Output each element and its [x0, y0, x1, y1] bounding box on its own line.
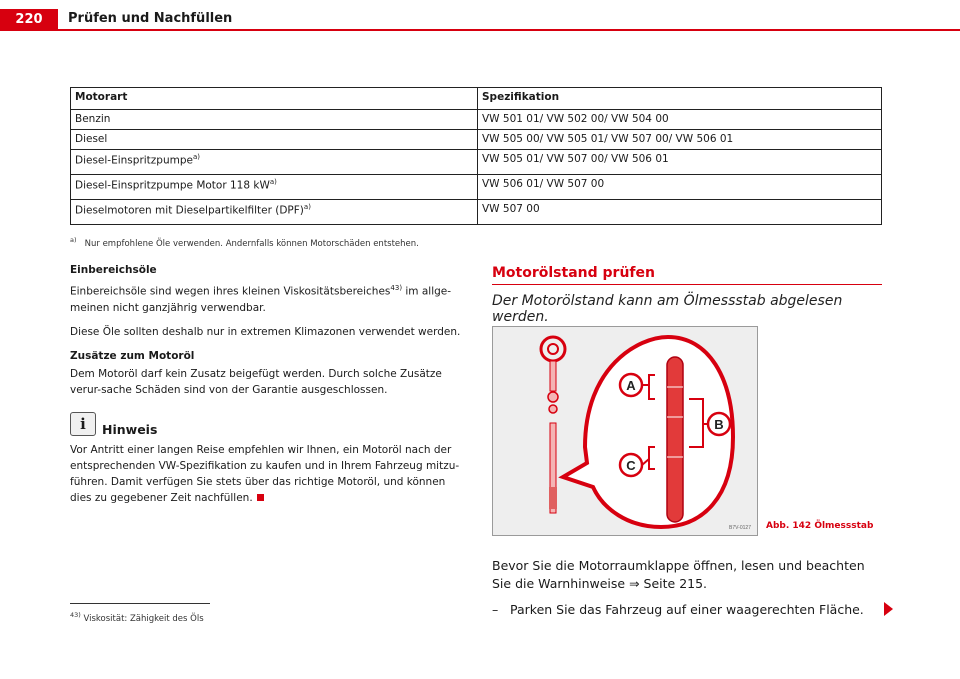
spec-cell: VW 505 01/ VW 507 00/ VW 506 01: [478, 150, 882, 175]
page-number: 220: [0, 9, 58, 30]
label-a: A: [626, 378, 636, 393]
engine-cell: Diesel-Einspritzpumpe Motor 118 $kW^{a)}$: [71, 175, 478, 200]
spec-cell: VW 501 01/ VW 502 00/ VW 504 00: [478, 110, 882, 130]
paragraph: Diese Öle sollten deshalb nur in extremen Klimazonen verwendet werden.: [70, 325, 461, 338]
section-subtitle: Der Motorölstand kann am Ölmessstab abgelesen werden.: [492, 293, 843, 325]
section-title: Motorölstand prüfen: [492, 265, 655, 281]
page-title: Prüfen und Nachfüllen: [68, 11, 233, 26]
label-b: B: [714, 417, 724, 432]
page-header: [0, 0, 960, 32]
left-column: [70, 262, 465, 406]
engine-cell: Dieselmotoren mit Dieselpartikelfilter (DPF)$^{a)}$: [71, 200, 478, 225]
oil-spec-table: [70, 87, 882, 225]
paragraph: Dem Motoröl darf kein Zusatz beigefügt werden. Durch solche Zusätze verur-sache Schäden sind von der Garantie ausgeschlossen.: [70, 367, 442, 396]
col-header-engine: Motorart: [71, 88, 478, 110]
note-title: Hinweis: [102, 422, 158, 437]
spec-cell: VW 507 00: [478, 200, 882, 225]
dipstick-figure: [492, 326, 758, 536]
dipstick-overview: [541, 337, 565, 513]
heading-zusaetze: Zusätze zum Motoröl: [70, 349, 195, 362]
table-row: [71, 150, 882, 175]
table-row: [71, 175, 882, 200]
col-header-spec: Spezifikation: [478, 88, 882, 110]
heading-einbereichsoele: Einbereichsöle: [70, 264, 157, 276]
dipstick-illustration: [493, 327, 757, 535]
figure-code: B7V-0127: [729, 525, 751, 531]
section-rule: [492, 284, 882, 285]
engine-cell: Benzin: [71, 110, 478, 130]
table-row: [71, 130, 882, 150]
section-header: [492, 265, 882, 281]
spec-cell: VW 505 00/ VW 505 01/ VW 507 00/ VW 506 01: [478, 130, 882, 150]
label-c: C: [626, 458, 636, 473]
table-header-row: [71, 88, 882, 110]
table-row: [71, 200, 882, 225]
continue-arrow-icon: [884, 602, 893, 616]
footnote-rule: [70, 603, 210, 604]
footnote: $^{43)}$ Viskosität: Zähigkeit des Öls: [70, 611, 204, 624]
end-marker-icon: [257, 494, 264, 501]
table-row: [71, 110, 882, 130]
paragraph: Einbereichsöle sind wegen ihres kleinen Viskositätsbereiches$^{43)}$ im allge-meinen nicht ganzjährig verwendbar.: [70, 284, 452, 314]
engine-cell: Diesel: [71, 130, 478, 150]
table-footnote: $^{a)}$ Nur empfohlene Öle verwenden. Andernfalls können Motorschäden entstehen.: [70, 236, 419, 249]
note-text: Vor Antritt einer langen Reise empfehlen wir Ihnen, ein Motoröl nach der entsprechenden VW-Spezifikation zu kaufen und in Ihrem Fahrzeug mitzu-führen. Damit verfügen Sie stets über das richtige Motoröl, und können dies zu gegebener Zeit nachfüllen.: [70, 444, 460, 504]
header-rule: [0, 29, 960, 31]
body-text: Bevor Sie die Motorraumklappe öffnen, lesen und beachten Sie die Warnhinweise ⇒ Seite 215.: [492, 558, 865, 591]
footnote-ref[interactable]: 43): [390, 284, 403, 292]
step-item: – Parken Sie das Fahrzeug auf einer waagerechten Fläche.: [492, 602, 864, 617]
figure-caption: Abb. 142 Ölmessstab: [766, 521, 874, 531]
engine-cell: Diesel-Einspritzpumpe$^{a)}$: [71, 150, 478, 175]
spec-cell: VW 506 01/ VW 507 00: [478, 175, 882, 200]
dipstick-zoom: [667, 357, 683, 522]
info-icon: i: [70, 412, 96, 436]
zoom-bubble: [563, 337, 733, 527]
